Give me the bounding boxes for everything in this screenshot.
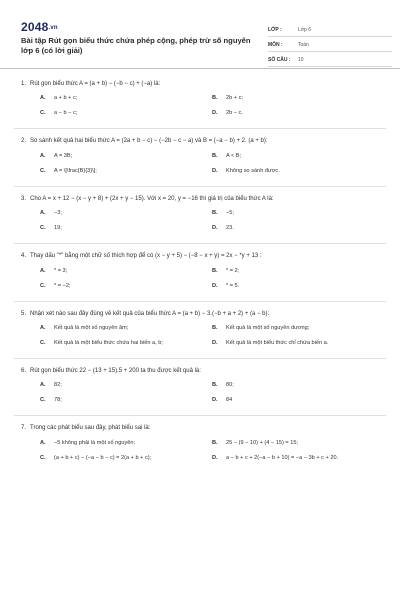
option-text: −3; [54, 210, 62, 217]
question-divider [14, 301, 386, 302]
option-a[interactable] [40, 152, 212, 167]
question-4 [14, 252, 386, 296]
option-d[interactable] [212, 339, 384, 354]
option-letter: B. [212, 267, 218, 274]
question-3 [14, 195, 386, 239]
option-a[interactable] [40, 324, 212, 339]
option-text: a + b + c; [54, 95, 78, 102]
option-letter: A. [40, 267, 46, 274]
question-1 [14, 80, 386, 124]
option-text: 82; [54, 382, 62, 389]
option-letter: A. [40, 95, 46, 102]
question-7 [14, 424, 386, 468]
option-a[interactable] [40, 209, 212, 224]
meta-label: LỚP : [268, 27, 282, 33]
option-a[interactable] [40, 267, 212, 282]
option-d[interactable] [212, 282, 384, 297]
option-text: 23. [226, 225, 234, 232]
option-letter: C. [40, 282, 46, 289]
option-text: Kết quả là một số nguyên âm; [54, 324, 129, 331]
meta-row-class [268, 24, 392, 37]
option-letter: D. [212, 282, 218, 289]
option-text: * = 5. [226, 282, 240, 289]
question-2 [14, 137, 386, 181]
option-a[interactable] [40, 381, 212, 396]
option-text: 19; [54, 225, 62, 232]
question-number: 6. [21, 367, 27, 374]
option-letter: C. [40, 110, 46, 117]
question-number: 5. [21, 310, 27, 317]
question-divider [14, 415, 386, 416]
option-a[interactable] [40, 439, 212, 454]
option-text: 25 − (9 − 10) + (4 − 15) = 15; [226, 439, 298, 446]
option-c[interactable] [40, 224, 212, 239]
option-b[interactable] [212, 324, 384, 339]
option-text: A = 3B; [54, 152, 73, 159]
question-text: Nhận xét nào sau đây đúng về kết quả của biểu thức A = (a + b) − 3.(−b + a + 2) + (a − b): [30, 310, 270, 317]
option-letter: A. [40, 439, 46, 446]
meta-row-subject [268, 39, 392, 52]
meta-value: Lớp 6 [298, 27, 312, 33]
worksheet-title: Bài tập Rút gọn biểu thức chứa phép cộng, phép trừ số nguyên lớp 6 (có lời giải) [21, 36, 251, 56]
question-text: Trong các phát biểu sau đây, phát biểu sai là: [30, 425, 151, 432]
option-text: Không so sánh được. [226, 167, 280, 174]
option-letter: C. [40, 339, 46, 346]
question-number: 7. [21, 425, 27, 432]
option-letter: D. [212, 110, 218, 117]
option-text: −5; [226, 210, 234, 217]
meta-row-count [268, 54, 392, 67]
meta-label: SỐ CÂU : [268, 57, 291, 63]
option-d[interactable] [212, 167, 384, 182]
question-divider [14, 243, 386, 244]
option-letter: B. [212, 210, 218, 217]
meta-value: Toán [298, 42, 309, 48]
question-divider [14, 186, 386, 187]
option-letter: B. [212, 95, 218, 102]
question-text: So sánh kết quả hai biểu thức A = (2a + b − c) − (−2b − c − a) và B = (−a − b) + 2. (a + b): [30, 138, 268, 145]
option-c[interactable] [40, 339, 212, 354]
option-text: 2b + c; [226, 95, 243, 102]
option-c[interactable] [40, 396, 212, 411]
option-text: 78; [54, 397, 62, 404]
meta-value: 10 [298, 57, 304, 63]
option-letter: A. [40, 152, 46, 159]
option-d[interactable] [212, 396, 384, 411]
option-b[interactable] [212, 94, 384, 109]
meta-info [268, 24, 392, 69]
meta-label: MÔN : [268, 42, 283, 48]
logo-tld: .vn [48, 24, 58, 31]
option-d[interactable] [212, 224, 384, 239]
option-letter: D. [212, 397, 218, 404]
option-c[interactable] [40, 109, 212, 124]
option-letter: C. [40, 397, 46, 404]
header-divider [0, 68, 400, 69]
question-list [14, 80, 386, 469]
question-number: 1. [21, 81, 27, 87]
question-divider [14, 128, 386, 129]
option-letter: B. [212, 152, 218, 159]
option-letter: D. [212, 167, 218, 174]
option-text: * = 2; [226, 267, 240, 274]
option-text: a − b − c; [54, 110, 78, 117]
option-letter: D. [212, 339, 218, 346]
option-b[interactable] [212, 381, 384, 396]
option-letter: C. [40, 167, 46, 174]
option-text: 2b − c. [226, 110, 243, 117]
question-text: Rút gọn biểu thức 22 − (13 + 15).5 + 200 ta thu được kết quả là: [30, 367, 201, 374]
option-b[interactable] [212, 439, 384, 454]
option-letter: B. [212, 324, 218, 331]
question-6 [14, 367, 386, 411]
option-a[interactable] [40, 94, 212, 109]
question-number: 3. [21, 195, 27, 202]
option-letter: D. [212, 454, 218, 461]
option-letter: A. [40, 210, 46, 217]
option-d[interactable] [212, 454, 384, 469]
option-letter: B. [212, 439, 218, 446]
option-text: (a + b + c) − (−a − b − c) = 2(a + b + c); [54, 454, 152, 461]
option-letter: A. [40, 324, 46, 331]
option-text: A = \[\frac{B}{3}\]; [54, 167, 97, 174]
logo-brand: 2048 [21, 20, 49, 34]
option-text: 84 [226, 397, 233, 404]
option-text: −5 không phải là một số nguyên; [54, 439, 136, 446]
option-letter: D. [212, 225, 218, 232]
option-text: * = 3; [54, 267, 68, 274]
question-number: 4. [21, 253, 27, 260]
option-d[interactable] [212, 109, 384, 124]
question-text: Cho A = x + 12 − (x − y + 8) + (2x + y − 15). Với x = 20, y = −16 thì giá trị của biểu thức A là: [30, 195, 274, 202]
question-text: Rút gọn biểu thức A = (a + b) − (−b − c) + (−a) là: [30, 81, 161, 87]
option-c[interactable] [40, 454, 212, 469]
option-letter: C. [40, 454, 46, 461]
option-letter: C. [40, 225, 46, 232]
site-logo[interactable] [21, 20, 58, 34]
option-b[interactable] [212, 267, 384, 282]
option-letter: A. [40, 382, 46, 389]
header [14, 14, 386, 76]
option-c[interactable] [40, 167, 212, 182]
option-b[interactable] [212, 152, 384, 167]
option-c[interactable] [40, 282, 212, 297]
question-divider [14, 358, 386, 359]
option-text: a − b + c + 2(−a − b + 10) = −a − 3b + c + 20. [226, 454, 339, 461]
option-letter: B. [212, 382, 218, 389]
question-number: 2. [21, 138, 27, 145]
option-text: Kết quả là một số nguyên dương; [226, 324, 310, 331]
option-text: Kết quả là một biểu thức chỉ chứa biến a. [226, 339, 329, 346]
option-b[interactable] [212, 209, 384, 224]
option-text: 80; [226, 382, 234, 389]
option-text: * = −2; [54, 282, 71, 289]
question-5 [14, 310, 386, 354]
option-text: A < B; [226, 152, 242, 159]
question-text: Thay dấu "*" bằng một chữ số thích hợp để có (x − y + 5) − (−8 − x + y) = 2x − *y + 13 : [30, 253, 262, 260]
option-text: Kết quả là một biểu thức chứa hai biến a, b; [54, 339, 163, 346]
